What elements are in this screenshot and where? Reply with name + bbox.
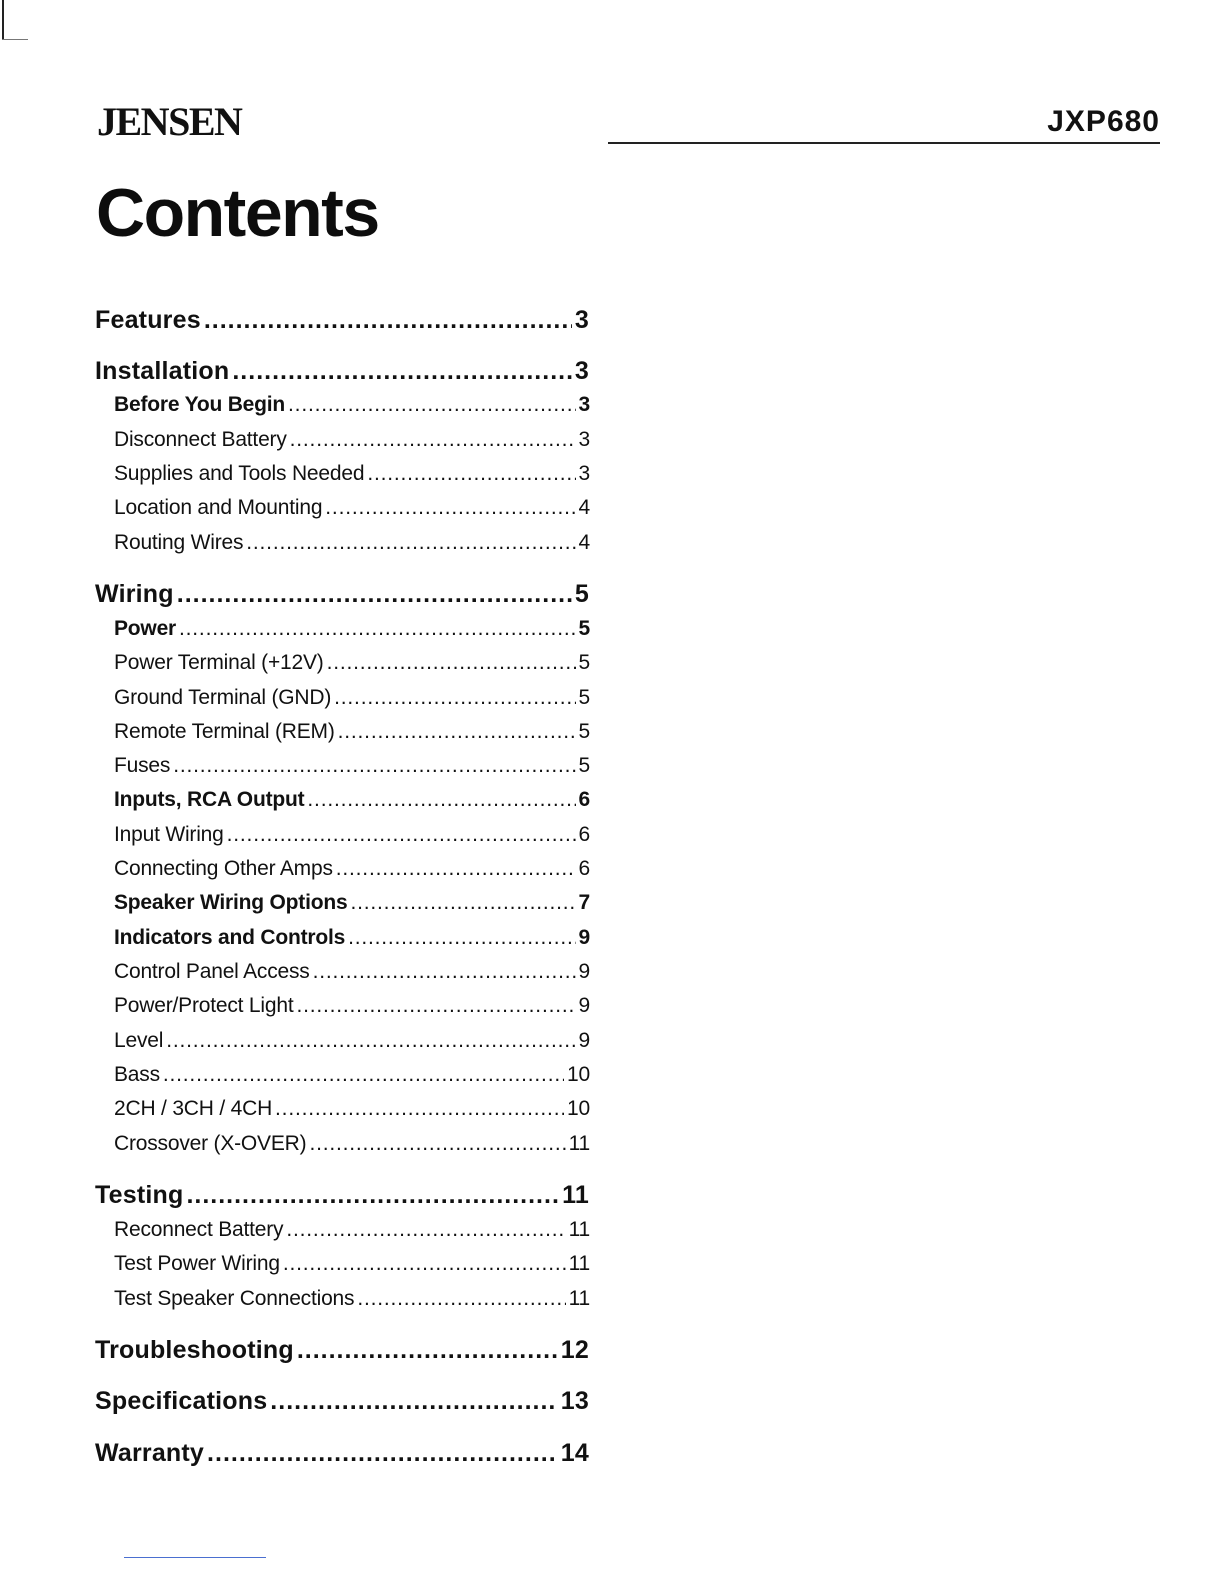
toc-page-number: 7 (578, 891, 590, 914)
toc-dot-leader (309, 1130, 565, 1158)
toc-entry-title: Ground Terminal (GND) (114, 686, 332, 709)
model-number: JXP680 (1047, 105, 1160, 138)
toc-entry[interactable] (114, 494, 590, 522)
toc-dot-leader (297, 1334, 558, 1366)
toc-entry-title: Input Wiring (114, 823, 224, 846)
toc-entry-title: Indicators and Controls (114, 926, 346, 949)
toc-entry[interactable] (114, 855, 590, 883)
toc-page-number: 5 (578, 720, 590, 743)
toc-entry-title: Power (114, 617, 177, 640)
toc-entry[interactable] (114, 1130, 590, 1158)
toc-dot-leader (367, 460, 575, 488)
toc-entry-title: Disconnect Battery (114, 428, 287, 451)
toc-page-number: 6 (578, 788, 590, 811)
toc-page-number: 3 (578, 428, 590, 451)
toc-entry-title: Testing (95, 1181, 184, 1209)
toc-entry-title: Fuses (114, 754, 171, 777)
toc-entry-title: Bass (114, 1063, 160, 1086)
toc-page-number: 9 (578, 960, 590, 983)
toc-dot-leader (313, 958, 576, 986)
toc-entry-title: Power/Protect Light (114, 994, 294, 1017)
toc-entry-title: 2CH / 3CH / 4CH (114, 1097, 273, 1120)
toc-page-number: 11 (568, 1252, 590, 1275)
toc-dot-leader (307, 786, 575, 814)
toc-entry[interactable] (114, 1250, 590, 1278)
toc-entry-title: Test Power Wiring (114, 1252, 280, 1275)
toc-dot-leader (227, 821, 576, 849)
toc-entry-title: Wiring (95, 580, 174, 608)
toc-page-number: 11 (568, 1287, 590, 1310)
toc-page-number: 3 (578, 462, 590, 485)
toc-dot-leader (275, 1095, 564, 1123)
toc-dot-leader (166, 1027, 575, 1055)
toc-page-number: 5 (578, 686, 590, 709)
toc-dot-leader (290, 426, 576, 454)
toc-page-number: 5 (578, 651, 590, 674)
toc-dot-leader (325, 494, 575, 522)
toc-entry-title: Remote Terminal (REM) (114, 720, 335, 743)
toc-entry[interactable] (114, 529, 590, 557)
toc-dot-leader (338, 718, 576, 746)
toc-section[interactable] (95, 1385, 589, 1417)
toc-entry-title: Inputs, RCA Output (114, 788, 305, 811)
toc-entry-title: Connecting Other Amps (114, 857, 333, 880)
toc-page-number: 11 (568, 1132, 590, 1155)
toc-entry-title: Troubleshooting (95, 1336, 294, 1364)
toc-entry-title: Power Terminal (+12V) (114, 651, 324, 674)
toc-page-number: 10 (567, 1097, 590, 1120)
toc-page-number: 6 (578, 823, 590, 846)
toc-entry-title: Routing Wires (114, 531, 244, 554)
toc-entry[interactable] (114, 1061, 590, 1089)
brand-logo: JENSEN (97, 99, 242, 144)
toc-page-number: 4 (578, 531, 590, 554)
toc-dot-leader (296, 992, 575, 1020)
toc-entry[interactable] (114, 752, 590, 780)
toc-page-number: 4 (578, 496, 590, 519)
toc-page-number: 11 (568, 1218, 590, 1241)
toc-entry[interactable] (114, 958, 590, 986)
toc-entry-title: Level (114, 1029, 164, 1052)
toc-entry-title: Warranty (95, 1439, 205, 1467)
toc-page-number: 14 (560, 1439, 589, 1467)
toc-entry[interactable] (114, 1027, 590, 1055)
toc-dot-leader (286, 1216, 565, 1244)
toc-dot-leader (177, 578, 572, 610)
toc-page-number: 13 (560, 1387, 589, 1415)
toc-dot-leader (288, 391, 575, 419)
toc-page-number: 5 (578, 754, 590, 777)
toc-dot-leader (179, 615, 575, 643)
toc-page-number: 5 (574, 580, 589, 608)
toc-entry-title: Supplies and Tools Needed (114, 462, 365, 485)
toc-page-number: 11 (562, 1181, 589, 1209)
toc-dot-leader (232, 355, 572, 387)
toc-section[interactable] (95, 578, 589, 610)
toc-section[interactable] (95, 1437, 589, 1469)
toc-dot-leader (283, 1250, 566, 1278)
toc-entry[interactable] (114, 684, 590, 712)
footer-rule (124, 1557, 266, 1558)
toc-entry-title: Location and Mounting (114, 496, 323, 519)
toc-entry-title: Specifications (95, 1387, 268, 1415)
page-title: Contents (96, 175, 379, 251)
toc-section[interactable] (95, 1334, 589, 1366)
toc-entry[interactable] (114, 992, 590, 1020)
toc-dot-leader (334, 684, 575, 712)
toc-dot-leader (327, 649, 576, 677)
toc-page-number: 10 (567, 1063, 590, 1086)
toc-entry-title: Control Panel Access (114, 960, 310, 983)
toc-entry[interactable] (114, 718, 590, 746)
toc-entry[interactable] (114, 649, 590, 677)
toc-entry[interactable] (114, 615, 590, 643)
toc-page-number: 5 (578, 617, 590, 640)
toc-page-number: 3 (578, 393, 590, 416)
toc-page-number: 3 (574, 357, 589, 385)
toc-page-number: 3 (574, 306, 589, 334)
toc-dot-leader (336, 855, 576, 883)
toc-entry[interactable] (114, 889, 590, 917)
toc-page-number: 9 (578, 1029, 590, 1052)
toc-dot-leader (270, 1385, 557, 1417)
toc-dot-leader (173, 752, 575, 780)
toc-page-number: 9 (578, 926, 590, 949)
toc-page-number: 6 (578, 857, 590, 880)
toc-dot-leader (186, 1179, 559, 1211)
toc-entry[interactable] (114, 426, 590, 454)
toc-entry-title: Installation (95, 357, 230, 385)
toc-page-number: 9 (578, 994, 590, 1017)
toc-section[interactable] (95, 355, 589, 387)
toc-dot-leader (350, 889, 575, 917)
toc-entry[interactable] (114, 821, 590, 849)
toc-section[interactable] (95, 304, 589, 336)
toc-entry[interactable] (114, 924, 590, 952)
toc-dot-leader (163, 1061, 564, 1089)
toc-page-number: 12 (560, 1336, 589, 1364)
toc-section[interactable] (95, 1179, 589, 1211)
toc-entry[interactable] (114, 786, 590, 814)
toc-entry-title: Speaker Wiring Options (114, 891, 348, 914)
toc-entry-title: Before You Begin (114, 393, 286, 416)
toc-entry[interactable] (114, 460, 590, 488)
toc-dot-leader (246, 529, 575, 557)
toc-dot-leader (348, 924, 575, 952)
toc-entry-title: Reconnect Battery (114, 1218, 284, 1241)
toc-dot-leader (207, 1437, 558, 1469)
toc-dot-leader (204, 304, 572, 336)
toc-entry-title: Features (95, 306, 201, 334)
toc-entry[interactable] (114, 391, 590, 419)
toc-entry[interactable] (114, 1216, 590, 1244)
toc-entry[interactable] (114, 1095, 590, 1123)
toc-entry-title: Test Speaker Connections (114, 1287, 355, 1310)
toc-entry-title: Crossover (X-OVER) (114, 1132, 307, 1155)
toc-dot-leader (357, 1285, 565, 1313)
toc-entry[interactable] (114, 1285, 590, 1313)
